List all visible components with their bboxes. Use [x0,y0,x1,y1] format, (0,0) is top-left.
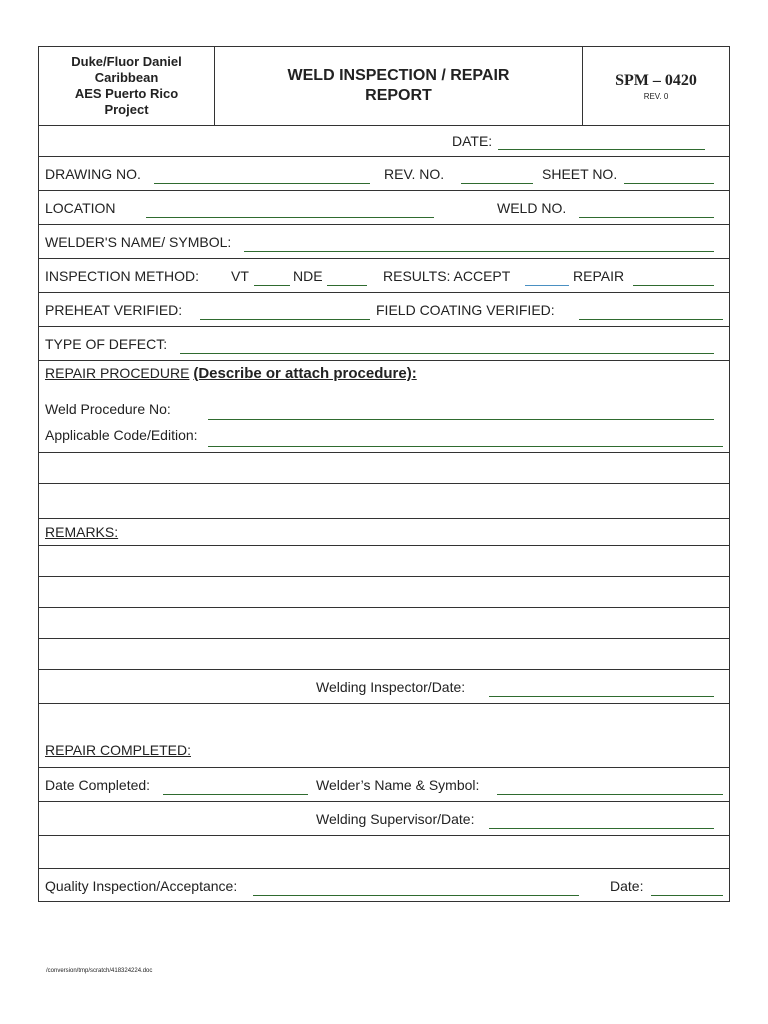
welding-supervisor-field[interactable] [489,828,714,829]
quality-inspection-row [39,869,729,901]
welding-inspector-row [39,670,729,704]
welding-inspector-field[interactable] [489,696,714,697]
type-of-defect-label: TYPE OF DEFECT: [45,336,168,352]
company-line-4: Project [104,102,149,117]
preheat-verified-field[interactable] [200,319,370,320]
field-coating-label: FIELD COATING VERIFIED: [376,302,555,318]
revision-label: REV. 0 [643,91,669,101]
footer-file-path: /conversion/tmp/scratch/418324224.doc [46,968,153,974]
blank-row-3 [39,836,729,869]
company-line-3: AES Puerto Rico [74,86,179,101]
form-title-line-1: WELD INSPECTION / REPAIR [287,67,510,84]
remarks-line-2[interactable] [39,577,729,608]
weld-inspection-form [38,46,730,902]
date2-field[interactable] [651,895,723,896]
weld-procedure-no-label: Weld Procedure No: [45,401,171,417]
results-accept-label: RESULTS: ACCEPT [383,268,511,284]
company-line-1: Duke/Fluor Daniel [71,54,182,69]
blank-row-1 [39,453,729,484]
date2-label: Date: [610,878,644,894]
inspection-method-label: INSPECTION METHOD: [45,268,200,284]
vt-label: VT [231,268,249,284]
remarks-line-3[interactable] [39,608,729,639]
welding-inspector-label: Welding Inspector/Date: [316,679,466,695]
location-label: LOCATION [45,200,116,216]
sheet-no-label: SHEET NO. [542,166,618,182]
vt-field[interactable] [254,285,290,286]
type-of-defect-field[interactable] [180,353,714,354]
nde-label: NDE [293,268,323,284]
remarks-line-4[interactable] [39,639,729,670]
drawing-row [39,157,729,191]
doc-number: SPM – 0420 [615,71,697,89]
welders-name-field[interactable] [244,251,714,252]
company-cell [39,47,215,125]
preheat-verified-label: PREHEAT VERIFIED: [45,302,183,318]
date-completed-label: Date Completed: [45,777,151,793]
inspection-method-row [39,259,729,293]
date-completed-row [39,768,729,802]
repair-label: REPAIR [573,268,625,284]
date-label: DATE: [452,133,493,149]
company-line-2: Caribbean [94,70,159,85]
applicable-code-label: Applicable Code/Edition: [45,427,198,443]
weld-procedure-no-field[interactable] [208,419,714,420]
weld-no-field[interactable] [579,217,714,218]
field-coating-field[interactable] [579,319,723,320]
form-title-line-2: REPORT [365,87,432,104]
applicable-code-field[interactable] [208,446,723,447]
nde-field[interactable] [327,285,367,286]
drawing-no-field[interactable] [154,183,370,184]
location-field[interactable] [146,217,434,218]
repair-procedure-heading [45,365,417,382]
doc-number-cell [583,47,729,125]
repair-completed-row [39,704,729,768]
form-header [39,47,729,126]
quality-inspection-field[interactable] [253,895,579,896]
remarks-label: REMARKS: [45,524,119,540]
repair-procedure-label: REPAIR PROCEDURE [45,365,190,381]
welding-supervisor-label: Welding Supervisor/Date: [316,811,475,827]
rev-no-label: REV. NO. [384,166,445,182]
preheat-row [39,293,729,327]
repair-procedure-note: (Describe or attach procedure): [193,365,417,382]
blank-row-2 [39,484,729,519]
welding-supervisor-row [39,802,729,836]
quality-inspection-label: Quality Inspection/Acceptance: [45,878,238,894]
accept-field[interactable] [525,285,569,286]
welders-name-label: WELDER'S NAME/ SYMBOL: [45,234,232,250]
date-row [39,125,729,157]
defect-row [39,327,729,361]
sheet-no-field[interactable] [624,183,714,184]
welders-name-symbol-field[interactable] [497,794,723,795]
location-row [39,191,729,225]
repair-field[interactable] [633,285,714,286]
welders-name-symbol-label: Welder’s Name & Symbol: [316,777,480,793]
remarks-row [39,519,729,546]
title-cell [215,47,583,125]
date-field[interactable] [498,149,705,150]
weld-no-label: WELD NO. [497,200,567,216]
rev-no-field[interactable] [461,183,533,184]
remarks-line-1[interactable] [39,546,729,577]
welder-row [39,225,729,259]
date-completed-field[interactable] [163,794,308,795]
repair-completed-label: REPAIR COMPLETED: [45,742,191,758]
drawing-no-label: DRAWING NO. [45,166,141,182]
repair-procedure-block [39,361,729,453]
